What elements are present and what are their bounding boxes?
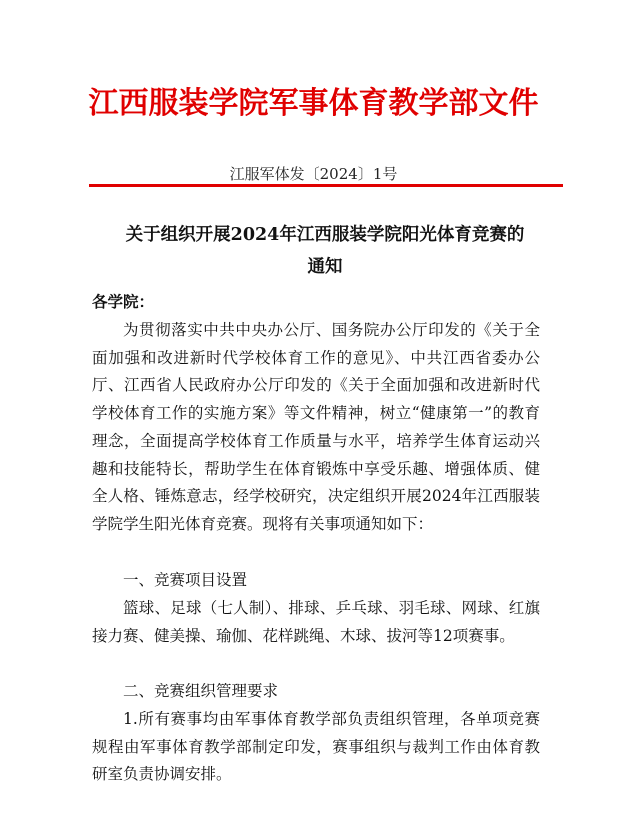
- notice-title: [90, 219, 560, 283]
- notice-title-line-1: 关于组织开展2024年江西服装学院阳光体育竞赛的: [125, 225, 525, 245]
- salutation: 各学院：: [92, 292, 155, 311]
- section-heading-2: 二、竞赛组织管理要求: [123, 682, 279, 700]
- body-paragraph-3: 1.所有赛事均由军事体育教学部负责组织管理，各单项竞赛规程由军事体育教学部制定印发，赛事组织与裁判工作由体育教研室负责协调安排。: [92, 710, 540, 784]
- red-divider-line: [89, 184, 563, 187]
- notice-title-line-2: 通知: [307, 257, 343, 277]
- body-paragraph-1: 为贯彻落实中共中央办公厅、国务院办公厅印发的《关于全面加强和改进新时代学校体育工作的意见》、中共江西省委办公厅、江西省人民政府办公厅印发的《关于全面加强和改进新时代学校体育工作的实施方案》等文件精神，树立“健康第一”的教育理念，全面提高学校体育工作质量与水平，培养学生体育运动兴趣和技能特长，帮助学生在体育锻炼中享受乐趣、增强体质、健全人格、锤炼意志，经学校研究，决定组织开展2024年江西服装学院学生阳光体育竞赛。现将有关事项通知如下：: [92, 321, 540, 533]
- document-issuer-header: 江西服装学院军事体育教学部文件: [88, 86, 539, 121]
- document-number: 江服军体发〔2024〕1号: [229, 165, 398, 183]
- section-heading-1: 一、竞赛项目设置: [123, 571, 248, 589]
- body-paragraph-2: 篮球、足球（七人制）、排球、乒乓球、羽毛球、网球、红旗接力赛、健美操、瑜伽、花样跳绳、木球、拔河等12项赛事。: [92, 599, 540, 645]
